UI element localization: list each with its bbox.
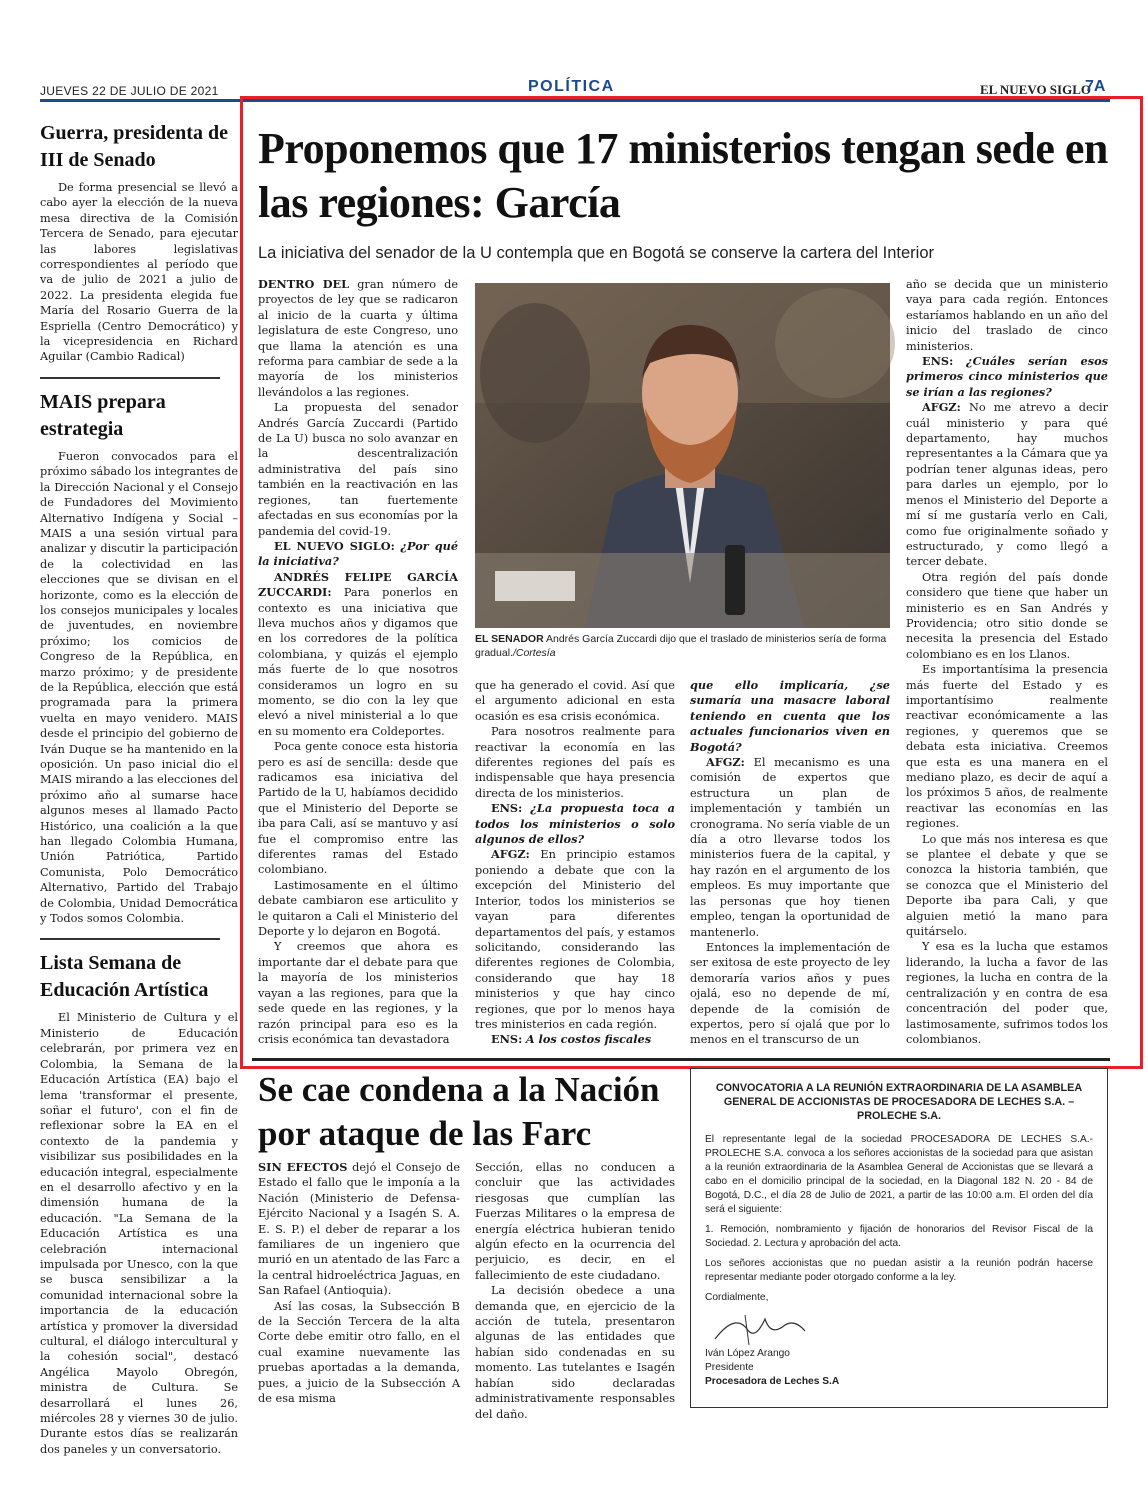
brief-text: De forma presencial se llevó a cabo ayer la elección de la nueva mesa directiva de la Comisión Tercera de Senado, para ejecutar las labores legislativas correspondientes al período que va de julio de 2021 a julio de 2022. La presidenta elegida fue María del Rosario Guerra de la Espriella (Centro Democrático) y la vicepresidencia en Richard Aguilar (Cambio Radical) — [40, 181, 238, 364]
signer-name: Iván López Arango — [705, 1348, 790, 1359]
notice-title: CONVOCATORIA A LA REUNIÓN EXTRAORDINARIA DE LA ASAMBLEA GENERAL DE ACCIONISTAS DE PROCESADORA DE LECHES S.A. – PROLECHE S.A. — [715, 1082, 1083, 1122]
paragraph: dejó el Consejo de Estado el fallo que le imponía a la Nación (Ministerio de Defensa-Ejército Nacional y a Isagén S. A. E. S. P.) el deber de reparar a los familiares de un ingeniero que murió en un atentado de las Farc a la central hidroeléctrica Jaguas, en San Rafael (Antioquia). — [258, 1161, 461, 1298]
second-headline: Se cae condena a la Nación por ataque de las Farc — [258, 1070, 660, 1153]
article-column — [475, 678, 675, 1048]
question: que ello implicaría, ¿se sumaría una masacre laboral teniendo en cuenta que los actuales funcionarios viven en Bogotá? — [690, 678, 890, 754]
paragraph: que ha generado el covid. Así que el argumento adicional en esta ocasión es esa crisis económica. — [475, 679, 675, 723]
paragraph: año se decida que un ministerio vaya para cada región. Entonces estaríamos hablando en un año del inicio del traslado de cinco ministerios. — [906, 278, 1108, 353]
brief-title: Lista Semana de Educación Artística — [40, 952, 209, 1002]
article-column — [258, 1160, 460, 1407]
briefs-column — [40, 120, 238, 1456]
paragraph: Entonces la implementación de ser exitosa de este proyecto de ley demoraría varios años y pues ojalá, eso no depende de mí, depende de la comisión de expertos, pero sí ojalá que por lo menos en el transcurso de un — [690, 940, 890, 1047]
lead-in: DENTRO DEL — [258, 277, 350, 291]
paragraph: Otra región del país donde considero que tiene que haber un ministerio es en San Andrés y Providencia; otro sitio donde se necesita la presencia del Estado colombiano es en los Llanos. — [906, 570, 1108, 661]
caption-text: Andrés García Zuccardi dijo que el traslado de ministerios sería de forma gradual. — [475, 633, 887, 659]
speaker-label: AFGZ: — [922, 400, 961, 415]
paragraph: Sección, ellas no conducen a concluir que las actividades riesgosas que cumplían las Fuerzas Militares o la empresa de energía eléctrica hubieran tenido algún efecto en la ocurrencia del perjuicio, es decir, en el fallecimiento de este ciudadano. — [475, 1161, 675, 1282]
speaker-label: ANDRÉS FELIPE GARCÍA ZUCCARDI: — [258, 569, 458, 600]
paragraph: Y creemos que ahora es importante dar el debate para que la mayoría de los ministerios vayan a las regiones, para que la sede quede en las regiones, y la razón principal para eso es la crisis económica tan devastadora — [258, 940, 458, 1046]
header-rule — [40, 99, 1110, 102]
section-name: POLÍTICA — [528, 78, 615, 95]
article-column — [475, 1160, 675, 1422]
paragraph: La propuesta del senador Andrés García Zuccardi (Partido de La U) busca no solo avanzar en la descentralización administrativa del país sino también en la reactivación en las regiones, tan fuertemente afectadas en sus economías por la pandemia del covid-19. — [258, 401, 458, 538]
paragraph: Así las cosas, la Subsección B de la Sección Tercera de la alta Corte debe emitir otro fallo, en el cual examine nuevamente las pruebas aportadas a la demanda, pues, a juicio de la Subsección A de esa misma — [258, 1299, 460, 1406]
answer: En principio estamos poniendo a debate que con la excepción del Ministerio del Interior, todos los ministerios se vayan para diferentes departamentos del país, y estamos solicitando, considerando las diferentes regiones de Colombia, considerando que hay 18 ministerios y que hay cinco regiones, que por lo menos haya tres ministerios en cada región. — [475, 848, 675, 1031]
lead-in: SIN EFECTOS — [258, 1160, 348, 1174]
article-column — [258, 277, 458, 1047]
speaker-label: ENS: — [922, 354, 954, 369]
brief-text: Fueron convocados para el próximo sábado los integrantes de la Dirección Nacional y el Consejo de Fundadores del Movimiento Alternativo Indígena y Social – MAIS a una sesión virtual para analizar y discutir la participación de la colectividad en las elecciones que se divisan en el horizonte, como es la elección de los consejos municipales y locales de juventudes, en noviembre próximo; los comicios de Congreso de la República, en marzo próximo; y de presidente de la República, elección que está programada para la primera vuelta en mayo venidero. MAIS desde el principio del gobierno de Iván Duque se ha mantenido en la oposición. Un paso inicial dio el MAIS mirando a las elecciones del próximo año al sumarse hace algunos meses al llamado Pacto Histórico, una coalición a la que han llegado Colombia Humana, Unión Patriótica, Partido Comunista, Polo Democrático Alternativo, Partido del Trabajo de Colombia, Unidad Democrática y Todos somos Colombia. — [40, 449, 238, 926]
main-subtitle: La iniciativa del senador de la U contempla que en Bogotá se conserve la cartera del Interior — [258, 244, 934, 262]
signer-role: Presidente — [705, 1362, 754, 1373]
speaker-label: ENS: — [491, 1032, 523, 1047]
shareholders-notice — [690, 1068, 1108, 1408]
notice-closing: Cordialmente, — [705, 1292, 769, 1303]
paragraph: La decisión obedece a una demanda que, en ejercicio de la acción de tutela, presentaron algunas de las entidades que habían sido condenadas en su momento. Las tutelantes e Isagén habían sido declaradas administrativamente responsables del daño. — [475, 1284, 675, 1421]
speaker-label: ENS: — [491, 801, 523, 816]
question: ¿Cuáles serían esos primeros cinco ministerios que se irían a las regiones? — [906, 354, 1108, 399]
paragraph: gran número de proyectos de ley que se radicaron al inicio de la cuarta y última legislatura de este Congreso, uno que llama la atención es una reforma para cambiar de sede a la mayoría de los ministerios llevándolos a las regiones. — [258, 278, 459, 399]
paragraph: Para nosotros realmente para reactivar la economía en las diferentes regiones del país es indispensable que haya presencia directa de los ministerios. — [475, 725, 675, 800]
notice-paragraph: El representante legal de la sociedad PROCESADORA DE LECHES S.A.-PROLECHE S.A. convoca a los señores accionistas de la sociedad para que asistan a la reunión extraordinaria de la Asamblea General de Accionistas que se llevará a cabo en el domicilio principal de la sociedad, en la Diagonal 182 N. 20 - 84 de Bogotá, D.C., el día 28 de Julio de 2021, a partir de las 10:00 a.m. El orden del día será el siguiente: — [705, 1134, 1093, 1215]
answer: El mecanismo es una comisión de expertos que estructura un plan de implementación y también un cronograma. No sería viable de un día a otro llevarse todos los ministerios fuera de la capital, y hay razón en el argumento de los empleos. Es muy importante que las personas que hoy tienen empleo, tengan la oportunidad de mantenerlo. — [690, 756, 891, 939]
company-name: Procesadora de Leches S.A — [705, 1376, 840, 1387]
paragraph: Y esa es la lucha que estamos liderando, la lucha a favor de las regiones, la lucha en contra de la centralización y en contra de esa concentración del poder que, lastimosamente, sufrimos todos los colombianos. — [906, 940, 1108, 1046]
caption-credit: /Cortesía — [512, 647, 556, 659]
notice-paragraph: Los señores accionistas que no puedan asistir a la reunión podrán hacerse representar mediante poder otorgado conforme a la ley. — [705, 1258, 1093, 1283]
paragraph: Poca gente conoce esta historia pero es así de sencilla: desde que radicamos esa iniciativa del Partido de la U, habíamos decidido que el Ministerio del Deporte se iba para Cali, así se mantuvo y así fue el compromiso entre las diferentes ramas del Estado colombiano. — [258, 740, 458, 877]
question: ¿La propuesta toca a todos los ministerios o solo algunos de ellos? — [475, 801, 675, 847]
senator-photo — [475, 283, 890, 628]
speaker-label: EL NUEVO SIGLO: — [274, 538, 395, 553]
signature-mark — [705, 1311, 815, 1347]
newspaper-name: EL NUEVO SIGLO — [980, 82, 1091, 97]
paragraph: Es importantísima la presencia más fuerte del Estado y es importantísimo realmente reactivar económicamente a las regiones, y queremos que se debata esta iniciativa. Creemos que esta es una manera en el mediano plazo, es decir de aquí a los próximos 5 años, de realmente reactivar las economías en las regiones. — [906, 663, 1108, 831]
question: ¿Por qué la iniciativa? — [258, 538, 459, 569]
signature-area — [705, 1311, 1093, 1347]
main-headline: Proponemos que 17 ministerios tengan sede en las regiones: García — [258, 124, 1108, 227]
question: A los costos fiscales — [525, 1032, 652, 1047]
caption-lead: EL SENADOR — [475, 633, 544, 645]
notice-paragraph: 1. Remoción, nombramiento y fijación de honorarios del Revisor Fiscal de la Sociedad. 2. Lectura y aprobación del acta. — [705, 1224, 1093, 1249]
speaker-label: AFGZ: — [491, 847, 530, 862]
brief-title: MAIS prepara estrategia — [40, 390, 166, 440]
issue-date: JUEVES 22 DE JULIO DE 2021 — [40, 84, 219, 98]
paragraph: Lo que más nos interesa es que se plantee el debate y que se conozca la historia también, que se conozca que el Ministerio del Deporte iba para Cali, y que alguien metió la mano para quitárselo. — [906, 832, 1108, 939]
answer: Para ponerlos en contexto es una iniciativa que lleva muchos años y digamos que en los corredores de la política colombiana, y quizás el ejemplo más fuerte de lo que nosotros consideramos un logro en su momento, se dio con la ley que elevó a nivel ministerial a lo que en su momento era Coldeportes. — [258, 586, 458, 738]
brief-title: Guerra, presidenta de III de Senado — [40, 122, 228, 171]
paragraph: Lastimosamente en el último debate cambiaron ese articulito y le quitaron a Cali el Ministerio del Deporte y lo dejaron en Bogotá. — [258, 878, 458, 939]
senator-photo-illustration — [475, 283, 890, 628]
article-divider — [252, 1058, 1110, 1061]
answer: No me atrevo a decir cuál ministerio y para qué departamento, hay muchos representantes a la Cámara que ya podrían tener algunas ideas, pero para darles un ejemplo, por lo menos el Ministerio del Deporte a mí sí me gustaría verlo en Cali, como fue originalmente soñado y estructurado, y como llegó a tercer debate. — [906, 401, 1109, 569]
article-column — [690, 678, 890, 1048]
brief-separator — [40, 377, 220, 379]
brief-separator — [40, 938, 220, 940]
page-number: 7A — [1085, 78, 1106, 95]
article-column — [906, 277, 1108, 1047]
speaker-label: AFGZ: — [706, 755, 745, 770]
brief-text: El Ministerio de Cultura y el Ministerio de Educación celebrarán, por primera vez en Colombia, la Semana de la Educación Artística (EA) bajo el lema 'transformar el presente, soñar el futuro', con el fin de reflexionar sobre la EA en el contexto de la pandemia y visibilizar sus posibilidades en la educación integral, especialmente en el desarrollo afectivo y en la dimensión humana de la educación. "La Semana de la Educación Artística es una celebración internacional impulsada por Unesco, con la que se busca sensibilizar a la comunidad internacional sobre la importancia de la educación artística y promover la diversidad cultural, el diálogo intercultural y la cohesión social", destacó Angélica Mayolo Obregón, ministra de Cultura. Se desarrollará el lunes 26, miércoles 28 y viernes 30 de julio. Durante estos días se realizarán dos paneles y un conversatorio. — [40, 1011, 238, 1456]
photo-caption — [475, 632, 890, 660]
